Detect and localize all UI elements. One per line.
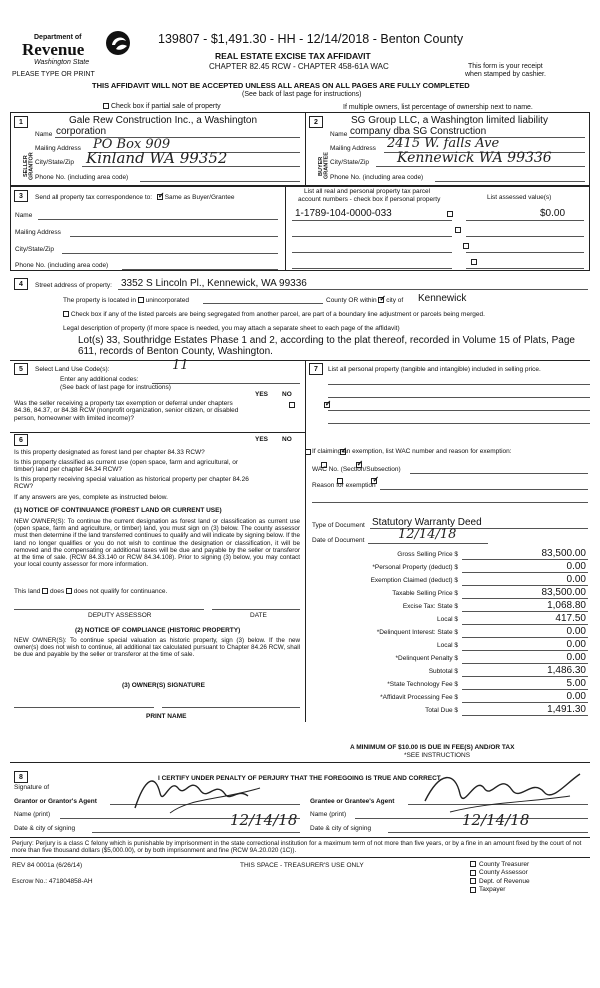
tax-row-value: 1,068.80 — [547, 600, 586, 611]
grantee-name-print: Name (print) — [310, 811, 347, 818]
parcel-4-personal-checkbox[interactable] — [471, 259, 477, 265]
grantor-signature — [130, 768, 290, 818]
section-1-number: 1 — [14, 116, 28, 128]
s3-name-label: Name — [15, 212, 33, 219]
does-not-checkbox[interactable] — [66, 588, 72, 594]
grantor-agent-label: Grantor or Grantor's Agent — [14, 798, 97, 805]
receipt-note-2: when stamped by cashier. — [465, 71, 546, 78]
tax-row-label: Local $ — [437, 616, 458, 623]
seller-name-label: Name — [35, 131, 53, 138]
same-as-buyer-checkbox[interactable] — [157, 194, 163, 200]
tax-row-value: 1,486.30 — [547, 665, 586, 676]
tax-row-label: Local $ — [437, 642, 458, 649]
does-checkbox[interactable] — [42, 588, 48, 594]
s3-mailing-label: Mailing Address — [15, 229, 61, 236]
logo-name: Revenue — [22, 40, 85, 59]
tax-row-label: *Affidavit Processing Fee $ — [380, 694, 458, 701]
distribution-item — [470, 878, 530, 885]
send-to-label — [35, 194, 234, 201]
escrow-number: Escrow No.: 471804858-AH — [12, 878, 93, 885]
county-or-within-label: County OR within — [326, 297, 377, 304]
s6-yes-header: YES — [255, 436, 269, 443]
legal-line2: 611, records of Benton County, Washington. — [78, 346, 273, 357]
logo-swirl-icon — [105, 30, 131, 56]
city-name-value: Kennewick — [418, 293, 467, 304]
logo-dept: Department of — [34, 34, 82, 41]
distribution-item — [470, 869, 530, 876]
seller-city-label: City/State/Zip — [35, 159, 75, 166]
parcel-1-personal-checkbox[interactable] — [447, 211, 453, 217]
s6-no-header: NO — [282, 436, 292, 443]
parcel-header-1: List all real and personal property tax parcel — [304, 188, 431, 195]
please-type: PLEASE TYPE OR PRINT — [12, 71, 95, 78]
tax-row-label: Subtotal $ — [428, 668, 458, 675]
partial-sale — [103, 103, 221, 111]
exemption-no-checkbox[interactable] — [324, 402, 330, 408]
distribution-checkbox[interactable] — [470, 887, 476, 893]
seller-phone-label: Phone No. (including area code) — [35, 174, 129, 181]
tax-row-value: 0.00 — [566, 561, 586, 572]
distribution-label: County Assessor — [479, 869, 528, 877]
tax-row-value: 0.00 — [566, 626, 586, 637]
segregated-label: Check box if any of the listed parcels are being segregated from another parcel, are part of a boundary line adjustment or parcels being merged. — [70, 311, 485, 318]
date-label: DATE — [250, 612, 267, 619]
buyer-name-label: Name — [330, 131, 348, 138]
grantor-sig-label: Signature of — [14, 784, 50, 791]
distribution-item — [470, 861, 530, 868]
partial-sale-checkbox[interactable] — [103, 103, 109, 109]
distribution-checkbox[interactable] — [470, 878, 476, 884]
perjury-text: Perjury: Perjury is a class C felony which is punishable by imprisonment in the state correctional institution for a maximum term of not more than five years, or by a fine in an amount fixed by the court of not more than five thousand dollars ($5,000.00), or by both imprisonment and fine (RCW 9A.20.020 (1C)). — [12, 840, 582, 855]
parcel-2-personal-checkbox[interactable] — [455, 227, 461, 233]
s6-if-yes: If any answers are yes, complete as instructed below. — [14, 494, 168, 501]
warning-text: THIS AFFIDAVIT WILL NOT BE ACCEPTED UNLESS ALL AREAS ON ALL PAGES ARE FULLY COMPLETED — [92, 81, 470, 90]
see-back: (See back of last page for instructions) — [242, 91, 362, 98]
county-or-within — [326, 297, 403, 304]
distribution-label: Taxpayer — [479, 886, 506, 894]
partial-sale-label: Check box if partial sale of property — [110, 103, 221, 110]
parcel-number: 1-1789-104-0000-033 — [295, 208, 392, 219]
city-of-label: city of — [386, 297, 404, 304]
land-use-value[interactable]: 11 — [172, 358, 189, 373]
tax-row-value: 0.00 — [566, 691, 586, 702]
section-2-number: 2 — [309, 116, 323, 128]
notice2-body: NEW OWNER(S): To continue special valuation as historic property, sign (3) below. If the new owner(s) does not wish to continue, all additional tax calculated pursuant to Chapter 84.26 RCW, shall be due and payable by the seller or transferor at the time of sale. — [14, 637, 300, 659]
form-title: REAL ESTATE EXCISE TAX AFFIDAVIT — [215, 51, 371, 61]
street-value: 3352 S Lincoln Pl., Kennewick, WA 99336 — [121, 278, 307, 289]
s6-q1: Is this property designated as forest land per chapter 84.33 RCW? — [14, 449, 205, 456]
doc-date-value[interactable]: 12/14/18 — [398, 527, 457, 542]
recording-line: 139807 - $1,491.30 - HH - 12/14/2018 - Benton County — [158, 32, 464, 46]
grantor-name-print: Name (print) — [14, 811, 51, 818]
rev-number: REV 84 0001a (6/26/14) — [12, 862, 83, 869]
section-8-number: 8 — [14, 771, 28, 783]
grantee-signature — [420, 766, 590, 818]
seller-city-value[interactable]: Kinland WA 99352 — [86, 149, 228, 167]
tax-row-value: 5.00 — [566, 678, 586, 689]
personal-property-label: List all personal property (tangible and intangible) included in selling price. — [328, 366, 541, 373]
does-not-label: does not qualify for continuance. — [73, 588, 168, 595]
unincorporated-label: unincorporated — [145, 297, 189, 304]
tax-row-label: *State Technology Fee $ — [387, 681, 458, 688]
s5-see-back: (See back of last page for instructions) — [60, 384, 171, 391]
distribution-item — [470, 886, 530, 893]
s5-no-header: NO — [282, 391, 292, 398]
doc-date-label: Date of Document — [312, 537, 365, 544]
minimum-due: A MINIMUM OF $10.00 IS DUE IN FEE(S) AND/OR TAX — [350, 744, 515, 751]
owner-sig-label: (3) OWNER(S) SIGNATURE — [122, 682, 205, 689]
parcel-3-personal-checkbox[interactable] — [463, 243, 469, 249]
certify-text: I CERTIFY UNDER PENALTY OF PERJURY THAT THE FOREGOING IS TRUE AND CORRECT. — [158, 775, 442, 782]
exemption-question: Was the seller receiving a property tax exemption or deferral under chapters 84.36, 84.37, or 84.38 RCW (nonprofit organization, senior citizen, or disabled person, homeowner with limited income)? — [14, 400, 239, 422]
revenue-logo — [22, 28, 132, 72]
deputy-assessor-label: DEPUTY ASSESSOR — [88, 612, 152, 619]
doc-type-label: Type of Document — [312, 522, 365, 529]
segregated — [63, 311, 485, 318]
print-name-label: PRINT NAME — [146, 713, 187, 720]
land-does — [14, 588, 167, 595]
q1-yes-checkbox[interactable] — [305, 449, 311, 455]
section-6-number: 6 — [14, 434, 28, 446]
s3-phone-label: Phone No. (including area code) — [15, 262, 109, 269]
buyer-phone-label: Phone No. (including area code) — [330, 174, 424, 181]
grantee-agent-label: Grantee or Grantee's Agent — [310, 798, 395, 805]
grantee-date-value[interactable]: 12/14/18 — [462, 811, 530, 829]
grantor-date-city: Date & city of signing — [14, 825, 76, 832]
notice1-body: NEW OWNER(S): To continue the current designation as forest land or classification as current use (open space, farm and agriculture, or timber) land, you must sign on (3) below. The county assessor must then determine if the land transferred continues to qualify and will indicate by signing below. If the land no longer qualifies or you do not wish to continue the designation or classification, it will be removed and the compensating or additional taxes will be due and payable by the seller or transferor at the time of sale. (RCW 84.33.140 or RCW 84.34.108). Prior to signing (3) below, you may contact your local county assessor for more information. — [14, 518, 300, 569]
city-of-checkbox[interactable] — [378, 297, 384, 303]
reason-label: Reason for exemption — [312, 482, 376, 489]
tax-row-label: Excise Tax: State $ — [402, 603, 458, 610]
treasurer-use: THIS SPACE - TREASURER'S USE ONLY — [240, 862, 364, 869]
located-in-label: The property is located in — [63, 297, 136, 304]
tax-row-label: *Personal Property (deduct) $ — [372, 564, 458, 571]
section-4-number: 4 — [14, 278, 28, 290]
buyer-side-label: BUYER GRANTEE — [318, 152, 330, 180]
tax-row-label: *Delinquent Penalty $ — [395, 655, 458, 662]
send-to-text: Send all property tax correspondence to: — [35, 194, 153, 201]
tax-row-value: 1,491.30 — [547, 704, 586, 715]
multiple-owners: If multiple owners, list percentage of ownership next to name. — [343, 104, 533, 111]
seller-mailing-label: Mailing Address — [35, 145, 81, 152]
buyer-mailing-value[interactable]: 2415 W. falls Ave — [387, 136, 500, 151]
wac-label: WAC No. (Section/Subsection) — [312, 466, 401, 473]
distribution-label: Dept. of Revenue — [479, 877, 530, 885]
doc-type-value: Statutory Warranty Deed — [372, 517, 482, 528]
assessed-value: $0.00 — [540, 208, 566, 219]
tax-row-value: 0.00 — [566, 652, 586, 663]
tax-row-label: Exemption Claimed (deduct) $ — [370, 577, 458, 584]
logo-state: Washington State — [34, 59, 90, 66]
tax-row-value: 83,500.00 — [541, 587, 586, 598]
same-as-buyer-label: Same as Buyer/Grantee — [164, 194, 235, 201]
distribution-list — [470, 861, 530, 895]
distribution-label: County Treasurer — [479, 861, 530, 868]
parcel-header-2: account numbers - check box if personal property — [298, 196, 441, 203]
legal-label: Legal description of property (if more space is needed, you may attach a separate sheet to each page of the affidavit) — [63, 325, 400, 332]
buyer-name-line1: SG Group LLC, a Washington limited liability — [351, 115, 548, 126]
unincorporated-checkbox[interactable] — [138, 297, 144, 303]
s6-q2: Is this property classified as current use (open space, farm and agricultural, or timber) land per chapter 84.34 RCW? — [14, 459, 238, 474]
see-instructions: *SEE INSTRUCTIONS — [404, 752, 471, 759]
buyer-city-label: City/State/Zip — [330, 159, 370, 166]
tax-row-value: 0.00 — [566, 574, 586, 585]
exemption-claim-label: If claiming an exemption, list WAC number and reason for exemption: — [312, 448, 512, 455]
s6-q3: Is this property receiving special valuation as historical property per chapter 84.26 RCW? — [14, 476, 249, 491]
distribution-checkbox[interactable] — [470, 870, 476, 876]
grantor-date-value[interactable]: 12/14/18 — [230, 811, 298, 829]
exemption-yes-checkbox[interactable] — [289, 402, 295, 408]
distribution-checkbox[interactable] — [470, 861, 476, 867]
tax-row-value: 417.50 — [555, 613, 586, 624]
located-in — [63, 297, 189, 304]
seller-name-line2: corporation — [56, 126, 107, 137]
seller-side-label: SELLER GRANTOR — [23, 152, 35, 180]
buyer-name-line2: company dba SG Construction — [350, 126, 487, 137]
receipt-note-1: This form is your receipt — [468, 63, 543, 70]
segregated-checkbox[interactable] — [63, 311, 69, 317]
tax-table — [312, 547, 590, 717]
tax-row-value: 83,500.00 — [541, 548, 586, 559]
section-5-number: 5 — [14, 363, 28, 375]
seller-name-line1: Gale Rew Construction Inc., a Washington — [69, 115, 258, 126]
buyer-city-value[interactable]: Kennewick WA 99336 — [397, 150, 552, 166]
tax-row-label: Taxable Selling Price $ — [392, 590, 458, 597]
s3-city-label: City/State/Zip — [15, 246, 55, 253]
section-7-number: 7 — [309, 363, 323, 375]
tax-row-label: Total Due $ — [425, 707, 458, 714]
does-label: does — [50, 588, 65, 595]
section-3-number: 3 — [14, 190, 28, 202]
assessed-header: List assessed value(s) — [487, 194, 552, 201]
seller-mailing-value[interactable]: PO Box 909 — [93, 137, 171, 152]
grantee-date-city: Date & city of signing — [310, 825, 372, 832]
notice1-title: (1) NOTICE OF CONTINUANCE (FOREST LAND OR CURRENT USE) — [14, 507, 222, 514]
form-chapter: CHAPTER 82.45 RCW - CHAPTER 458-61A WAC — [209, 62, 389, 71]
land-use-label: Select Land Use Code(s): — [35, 366, 110, 373]
s5-yes-header: YES — [255, 391, 269, 398]
buyer-mailing-label: Mailing Address — [330, 145, 376, 152]
tax-row-label: Gross Selling Price $ — [397, 551, 458, 558]
legal-line1: Lot(s) 33, Southridge Estates Phase 1 and 2, according to the plat thereof, recorded in Volume 15 of Plats, Page — [78, 335, 575, 346]
tax-row-value: 0.00 — [566, 639, 586, 650]
additional-codes: Enter any additional codes: — [60, 376, 139, 383]
street-label: Street address of property: — [35, 282, 112, 289]
tax-row-label: *Delinquent Interest: State $ — [376, 629, 458, 636]
notice2-title: (2) NOTICE OF COMPLIANCE (HISTORIC PROPERTY) — [75, 627, 241, 634]
land-does-label: This land — [14, 588, 41, 595]
